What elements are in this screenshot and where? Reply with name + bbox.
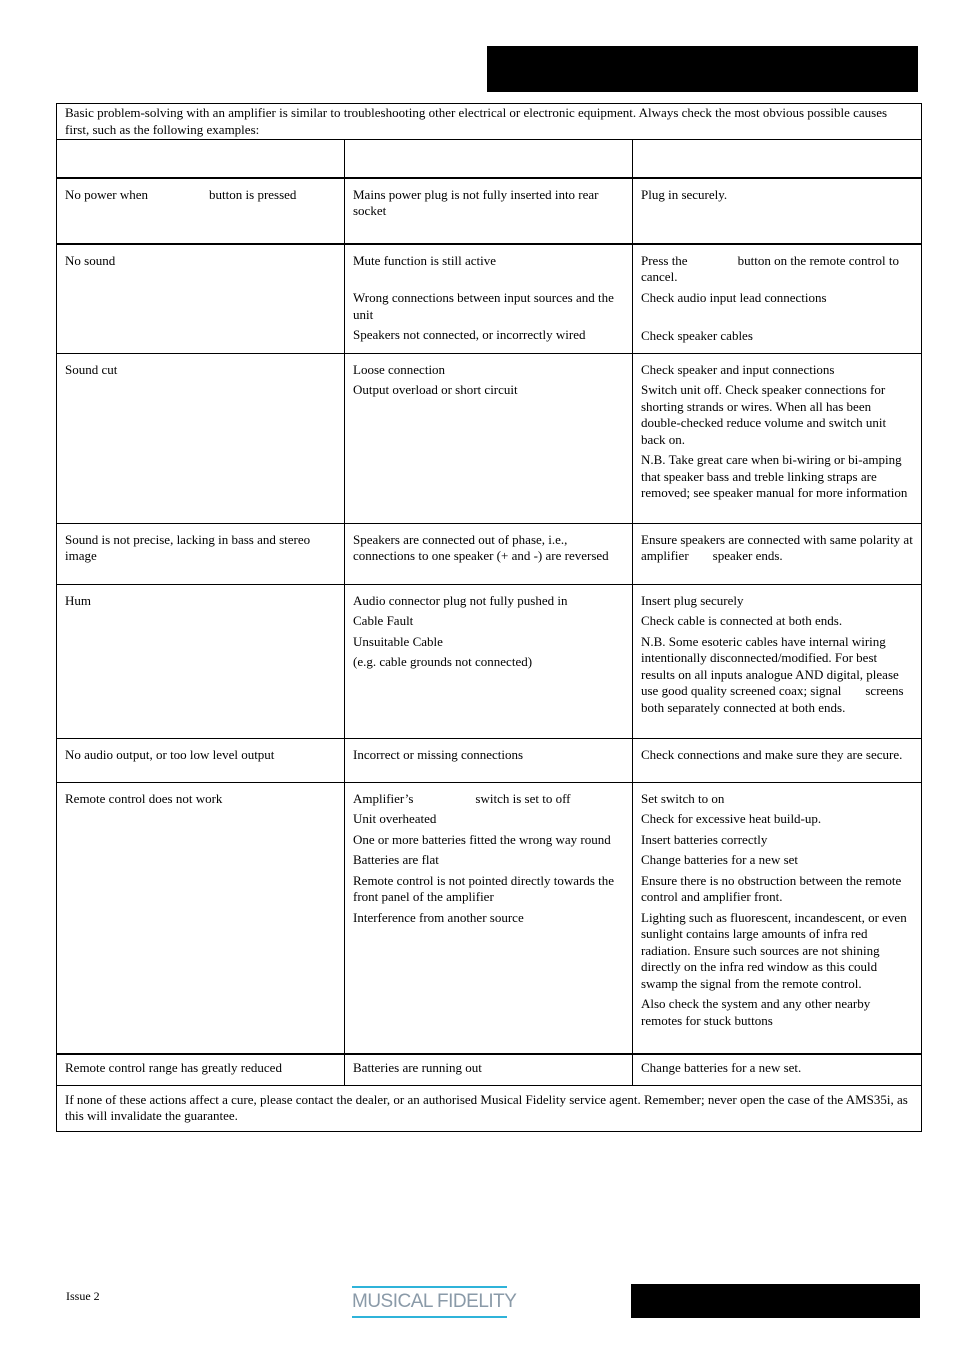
outro-text: If none of these actions affect a cure, please contact the dealer, or an authorised Musical Fidelity service agent. Remember; never open the case of the AMS35i, as this will invalidate the guarantee.	[57, 1085, 922, 1131]
symptom-cell: No audio output, or too low level output	[57, 738, 345, 782]
header-black-bar	[487, 46, 918, 92]
cause-cell: Mains power plug is not fully inserted into rear socket	[345, 178, 633, 244]
cause-cell: Mute function is still active Wrong connections between input sources and the unit Speakers not connected, or incorrectly wired	[345, 244, 633, 354]
remedy-cell: Press the button on the remote control to cancel. Check audio input lead connections Check speaker cables	[633, 244, 922, 354]
symptom-cell: Sound cut	[57, 353, 345, 523]
cause-cell: Audio connector plug not fully pushed in Cable Fault Unsuitable Cable (e.g. cable grounds not connected)	[345, 584, 633, 738]
remedy-cell: Plug in securely.	[633, 178, 922, 244]
symptom-cell: Remote control range has greatly reduced	[57, 1054, 345, 1085]
cause-cell: Amplifier’s switch is set to off Unit overheated One or more batteries fitted the wrong way round Batteries are flat Remote control is not pointed directly towards the front panel of the amplifier Interference from another source	[345, 782, 633, 1054]
issue-label: Issue 2	[66, 1289, 100, 1303]
remedy-cell: Ensure speakers are connected with same polarity at amplifier speaker ends.	[633, 523, 922, 584]
table-row	[57, 178, 922, 244]
footer-black-bar	[631, 1284, 920, 1318]
symptom-cell: No sound	[57, 244, 345, 354]
cause-cell: Batteries are running out	[345, 1054, 633, 1085]
table-row	[57, 353, 922, 523]
remedy-cell: Insert plug securely Check cable is connected at both ends. N.B. Some esoteric cables have internal wiring intentionally disconnected/modified. For best results on all inputs analogue AND digital, please use good quality screened coax; signal screens both separately connected at both ends.	[633, 584, 922, 738]
cause-cell: Speakers are connected out of phase, i.e., connections to one speaker (+ and -) are reversed	[345, 523, 633, 584]
remedy-cell: Change batteries for a new set.	[633, 1054, 922, 1085]
table-row	[57, 523, 922, 584]
musical-fidelity-logo: MUSICAL FIDELITY	[352, 1286, 507, 1318]
column-header-cause	[345, 140, 633, 178]
column-header-row	[57, 140, 922, 178]
symptom-cell: Remote control does not work	[57, 782, 345, 1054]
intro-text: Basic problem-solving with an amplifier is similar to troubleshooting other electrical or electronic equipment. Always check the most obvious possible causes first, such as the following examples:	[57, 104, 922, 140]
table-row	[57, 738, 922, 782]
table-row	[57, 244, 922, 354]
remedy-cell: Check connections and make sure they are secure.	[633, 738, 922, 782]
symptom-cell: Sound is not precise, lacking in bass and stereo image	[57, 523, 345, 584]
symptom-cell: Hum	[57, 584, 345, 738]
column-header-remedy	[633, 140, 922, 178]
symptom-cell: No power when button is pressed	[57, 178, 345, 244]
remedy-cell: Check speaker and input connections Switch unit off. Check speaker connections for shorting strands or wires. When all has been double-checked reduce volume and switch unit back on. N.B. Take great care when bi-wiring or bi-amping that speaker bass and treble linking straps are removed; see speaker manual for more information	[633, 353, 922, 523]
troubleshooting-table	[56, 103, 922, 1132]
table-row	[57, 584, 922, 738]
cause-cell: Loose connection Output overload or short circuit	[345, 353, 633, 523]
column-header-symptom	[57, 140, 345, 178]
table-row	[57, 782, 922, 1054]
table-row	[57, 1054, 922, 1085]
cause-cell: Incorrect or missing connections	[345, 738, 633, 782]
remedy-cell: Set switch to on Check for excessive heat build-up. Insert batteries correctly Change batteries for a new set Ensure there is no obstruction between the remote control and amplifier front. Lighting such as fluorescent, incandescent, or even sunlight contains large amounts of infra red radiation. Ensure such sources are not shining directly on the infra red window as this could swamp the signal from the remote control. Also check the system and any other nearby remotes for stuck buttons	[633, 782, 922, 1054]
